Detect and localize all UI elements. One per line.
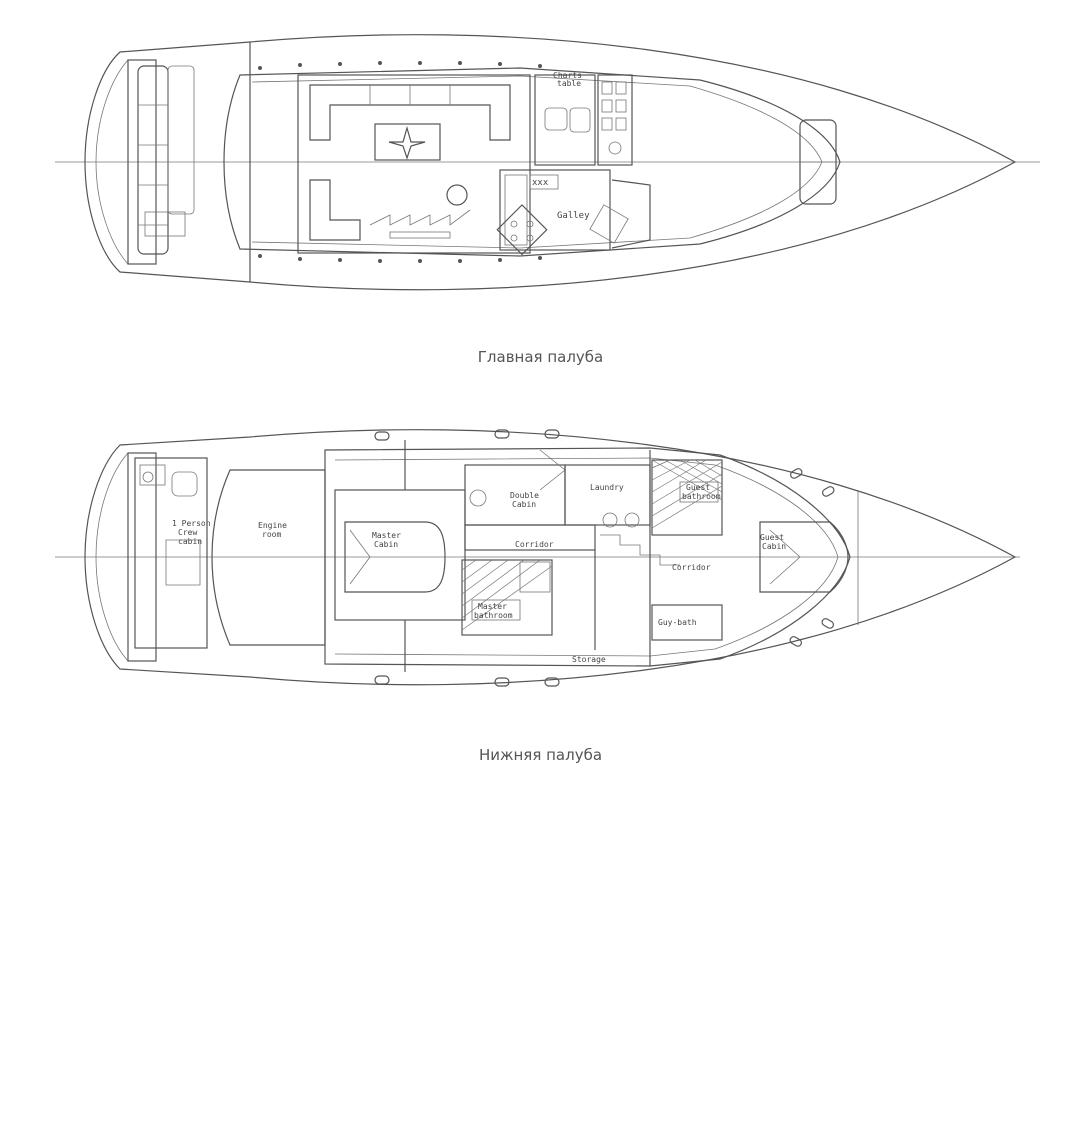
double-cabin-label-1: Double <box>510 491 539 500</box>
corridor-1-label: Corridor <box>515 540 554 549</box>
laundry-label: Laundry <box>590 483 624 492</box>
main-deck-plan <box>0 20 1081 320</box>
lower-deck-caption: Нижняя палуба <box>478 746 603 764</box>
guest-bathroom-1-label-1: Guest <box>686 483 711 492</box>
double-cabin-label-2: Cabin <box>512 500 537 509</box>
engine-room <box>212 470 325 645</box>
guest-cabin-label-2: Cabin <box>762 542 787 551</box>
aft-bench <box>138 66 168 254</box>
crew-cabin-label-2: Crew <box>178 528 198 537</box>
guest-bathroom-2-label: Guy-bath <box>658 618 697 627</box>
master-cabin-label-2: Cabin <box>374 540 399 549</box>
engine-room-label-2: room <box>262 530 282 539</box>
svg-text:xxx: xxx <box>532 178 549 188</box>
stairs <box>370 210 470 225</box>
guest-bathroom-1-label-2: bathroom <box>682 492 721 501</box>
master-bathroom <box>462 560 552 635</box>
compass-rose-icon <box>389 128 425 158</box>
helm-wheel <box>609 142 621 154</box>
crew-cabin <box>135 458 207 648</box>
lower-deck-plan <box>0 410 1081 710</box>
main-deck-drawing <box>0 20 1081 320</box>
master-cabin-label-1: Master <box>372 531 401 540</box>
lower-sofa <box>310 180 360 240</box>
main-deck-caption: Главная палуба <box>477 348 604 366</box>
charts-table-label-1: Charts <box>553 71 582 80</box>
crew-cabin-label-3: cabin <box>178 537 203 546</box>
helm-area <box>535 75 595 165</box>
lower-deck-drawing <box>0 410 1081 710</box>
storage-label: Storage <box>572 655 606 664</box>
crew-cabin-label-1: 1 Person <box>172 519 211 528</box>
helm-seat <box>545 108 567 130</box>
master-bathroom-label-2: bathroom <box>474 611 513 620</box>
guest-cabin-label-1: Guest <box>760 533 785 542</box>
charts-table-label-2: table <box>557 79 582 88</box>
engine-room-label-1: Engine <box>258 521 287 530</box>
lower-stairs <box>600 535 680 565</box>
round-table <box>447 185 467 205</box>
galley-label: Galley <box>557 211 590 221</box>
master-bathroom-label-1: Master <box>478 602 507 611</box>
saloon-outline <box>298 75 530 253</box>
dashboard <box>598 75 632 165</box>
corridor-2-label: Corridor <box>672 563 711 572</box>
